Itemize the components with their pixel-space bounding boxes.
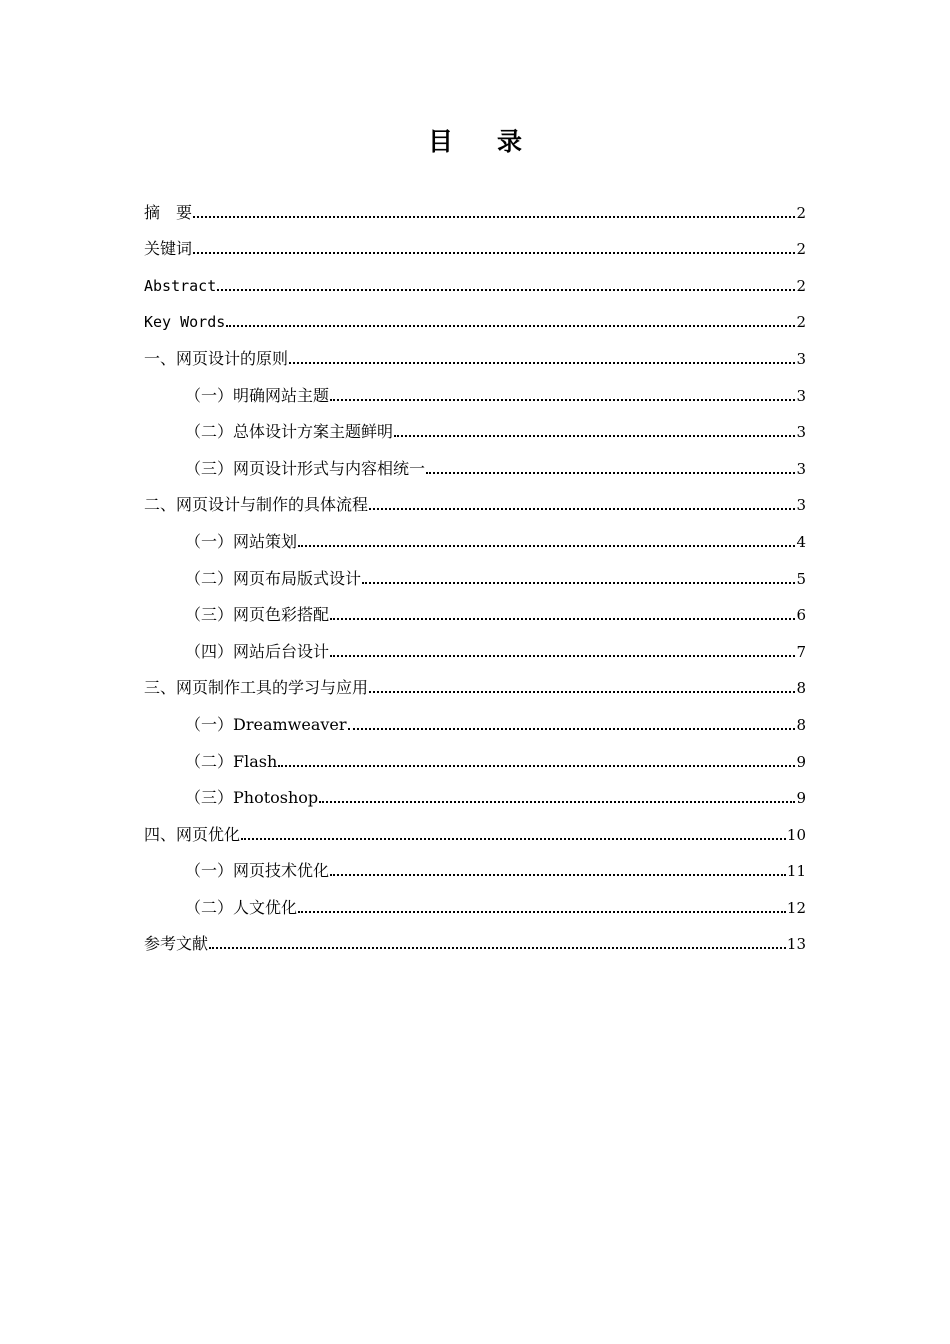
toc-entry-page-number: 13 (786, 935, 806, 954)
toc-entry-label: （一）Dreamweaver (185, 714, 347, 734)
toc-entry-page-number: 2 (796, 203, 806, 222)
dot-leader (362, 582, 795, 584)
toc-entry[interactable] (144, 917, 806, 954)
toc-entry-page-number: 5 (796, 569, 806, 588)
toc-entry-page-number: 3 (796, 349, 806, 368)
toc-entry[interactable] (144, 185, 806, 222)
dot-leader (217, 289, 795, 291)
toc-entry[interactable] (144, 222, 806, 259)
table-of-contents (144, 185, 806, 953)
toc-entry[interactable] (144, 588, 806, 625)
toc-entry-page-number: 8 (796, 679, 806, 698)
toc-entry-page-number: 11 (786, 862, 806, 881)
toc-entry-page-number: 2 (796, 276, 806, 295)
toc-entry-label: Abstract (144, 276, 217, 295)
toc-entry-label: （一）网页技术优化 (185, 861, 330, 881)
dot-leader (330, 655, 795, 657)
dot-leader (209, 947, 786, 949)
toc-entry-page-number: 3 (796, 459, 806, 478)
dot-leader (289, 362, 795, 364)
toc-entry-page-number: 2 (796, 240, 806, 259)
dot-leader (298, 545, 795, 547)
toc-entry[interactable] (144, 514, 806, 551)
toc-entry-label: （二）Flash (185, 751, 278, 771)
dot-leader (330, 399, 795, 401)
toc-entry-label: 四、网页优化 (144, 824, 241, 844)
toc-entry-page-number: 10 (786, 825, 806, 844)
toc-entry-label: （三）网页色彩搭配 (185, 605, 330, 625)
toc-entry-label: （三）网页设计形式与内容相统一 (185, 458, 426, 478)
dot-leader (348, 728, 796, 730)
dot-leader (319, 801, 795, 803)
toc-entry-page-number: 3 (796, 386, 806, 405)
toc-entry[interactable] (144, 295, 806, 332)
toc-entry-label: （二）人文优化 (185, 897, 298, 917)
toc-entry[interactable] (144, 734, 806, 771)
toc-entry-label: （一）明确网站主题 (185, 385, 330, 405)
toc-entry-page-number: 3 (796, 423, 806, 442)
toc-entry[interactable] (144, 624, 806, 661)
toc-entry-page-number: 7 (796, 642, 806, 661)
toc-entry[interactable] (144, 844, 806, 881)
toc-entry-label: 二、网页设计与制作的具体流程 (144, 495, 369, 515)
toc-entry-label: 一、网页设计的原则 (144, 348, 289, 368)
toc-entry-label: （二）总体设计方案主题鲜明 (185, 422, 394, 442)
toc-entry[interactable] (144, 771, 806, 808)
toc-entry-page-number: 9 (796, 789, 806, 808)
toc-entry-page-number: 6 (796, 606, 806, 625)
dot-leader (369, 508, 795, 510)
toc-entry-label: 三、网页制作工具的学习与应用 (144, 678, 369, 698)
dot-leader (278, 765, 795, 767)
toc-entry-page-number: 12 (786, 898, 806, 917)
dot-leader (298, 911, 786, 913)
toc-entry[interactable] (144, 441, 806, 478)
dot-leader (226, 325, 795, 327)
toc-entry-page-number: 3 (796, 496, 806, 515)
toc-entry-label: Key Words (144, 313, 226, 332)
toc-entry-label: （三）Photoshop (185, 788, 319, 808)
toc-entry-page-number: 9 (796, 752, 806, 771)
page-title: 目录 (427, 127, 566, 156)
toc-entry[interactable] (144, 478, 806, 515)
toc-entry-page-number: 2 (796, 313, 806, 332)
toc-entry-page-number: 4 (796, 532, 806, 551)
dot-leader (330, 618, 795, 620)
dot-leader (330, 874, 786, 876)
toc-entry[interactable] (144, 807, 806, 844)
dot-leader (369, 691, 795, 693)
toc-entry-label: （二）网页布局版式设计 (185, 568, 362, 588)
toc-entry-label: （四）网站后台设计 (185, 641, 330, 661)
toc-entry-page-number: 8 (796, 715, 806, 734)
toc-entry[interactable] (144, 880, 806, 917)
toc-entry[interactable] (144, 368, 806, 405)
dot-leader (426, 472, 795, 474)
dot-leader (193, 252, 795, 254)
dot-leader (241, 838, 786, 840)
toc-entry[interactable] (144, 331, 806, 368)
toc-entry-label: 摘 要 (144, 202, 193, 222)
toc-entry-label: 关键词 (144, 239, 193, 259)
toc-entry-label: （一）网站策划 (185, 531, 298, 551)
toc-entry[interactable] (144, 697, 806, 734)
toc-entry[interactable] (144, 661, 806, 698)
dot-leader (193, 216, 795, 218)
toc-entry[interactable] (144, 258, 806, 295)
toc-entry[interactable] (144, 405, 806, 442)
toc-entry-label: 参考文献 (144, 934, 209, 954)
dot-leader (394, 435, 795, 437)
toc-entry[interactable] (144, 551, 806, 588)
